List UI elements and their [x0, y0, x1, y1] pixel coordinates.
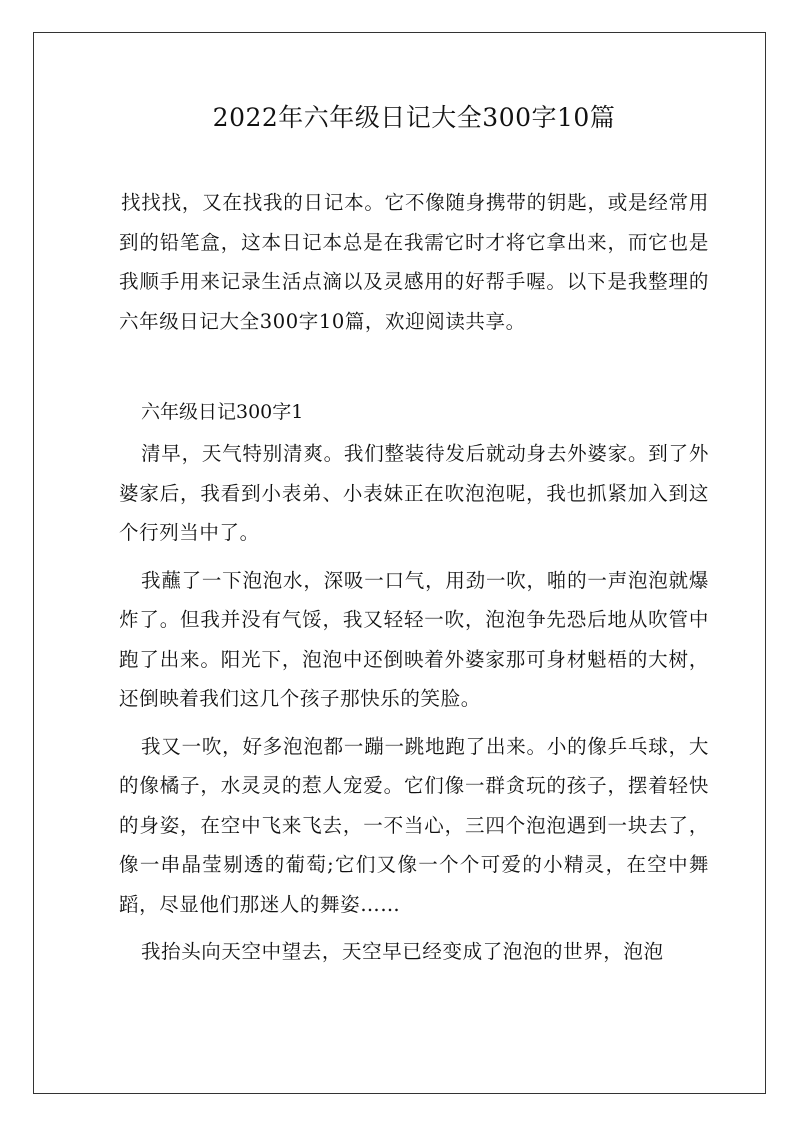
diary-body: [119, 434, 709, 980]
body-paragraph-4: 我抬头向天空中望去，天空早已经变成了泡泡的世界，泡泡: [141, 940, 664, 963]
document-title: 2022年六年级日记大全300字10篇: [212, 103, 616, 132]
body-paragraph-1: 清早，天气特别清爽。我们整装待发后就动身去外婆家。到了外婆家后，我看到小表弟、小表妹正在吹泡泡呢，我也抓紧加入到这个行列当中了。: [119, 442, 709, 544]
body-paragraph-2: 我蘸了一下泡泡水，深吸一口气，用劲一吹，啪的一声泡泡就爆炸了。但我并没有气馁，我又轻轻一吹，泡泡争先恐后地从吹管中跑了出来。阳光下，泡泡中还倒映着外婆家那可身材魁梧的大树，还倒映着我们这几个孩子那快乐的笑脸。: [119, 568, 709, 710]
intro-paragraph: 找找找，又在找我的日记本。它不像随身携带的钥匙，或是经常用到的铅笔盒，这本日记本总是在我需它时才将它拿出来，而它也是我顺手用来记录生活点滴以及灵感用的好帮手喔。以下是我整理的六年级日记大全300字10篇，欢迎阅读共享。: [119, 191, 709, 333]
section-heading: 六年级日记300字1: [141, 401, 304, 423]
body-paragraph-3: 我又一吹，好多泡泡都一蹦一跳地跑了出来。小的像乒乓球，大的像橘子，水灵灵的惹人宠爱。它们像一群贪玩的孩子，摆着轻快的身姿，在空中飞来飞去，一不当心，三四个泡泡遇到一块去了，像一串晶莹剔透的葡萄;它们又像一个个可爱的小精灵，在空中舞蹈，尽显他们那迷人的舞姿……: [119, 734, 709, 916]
